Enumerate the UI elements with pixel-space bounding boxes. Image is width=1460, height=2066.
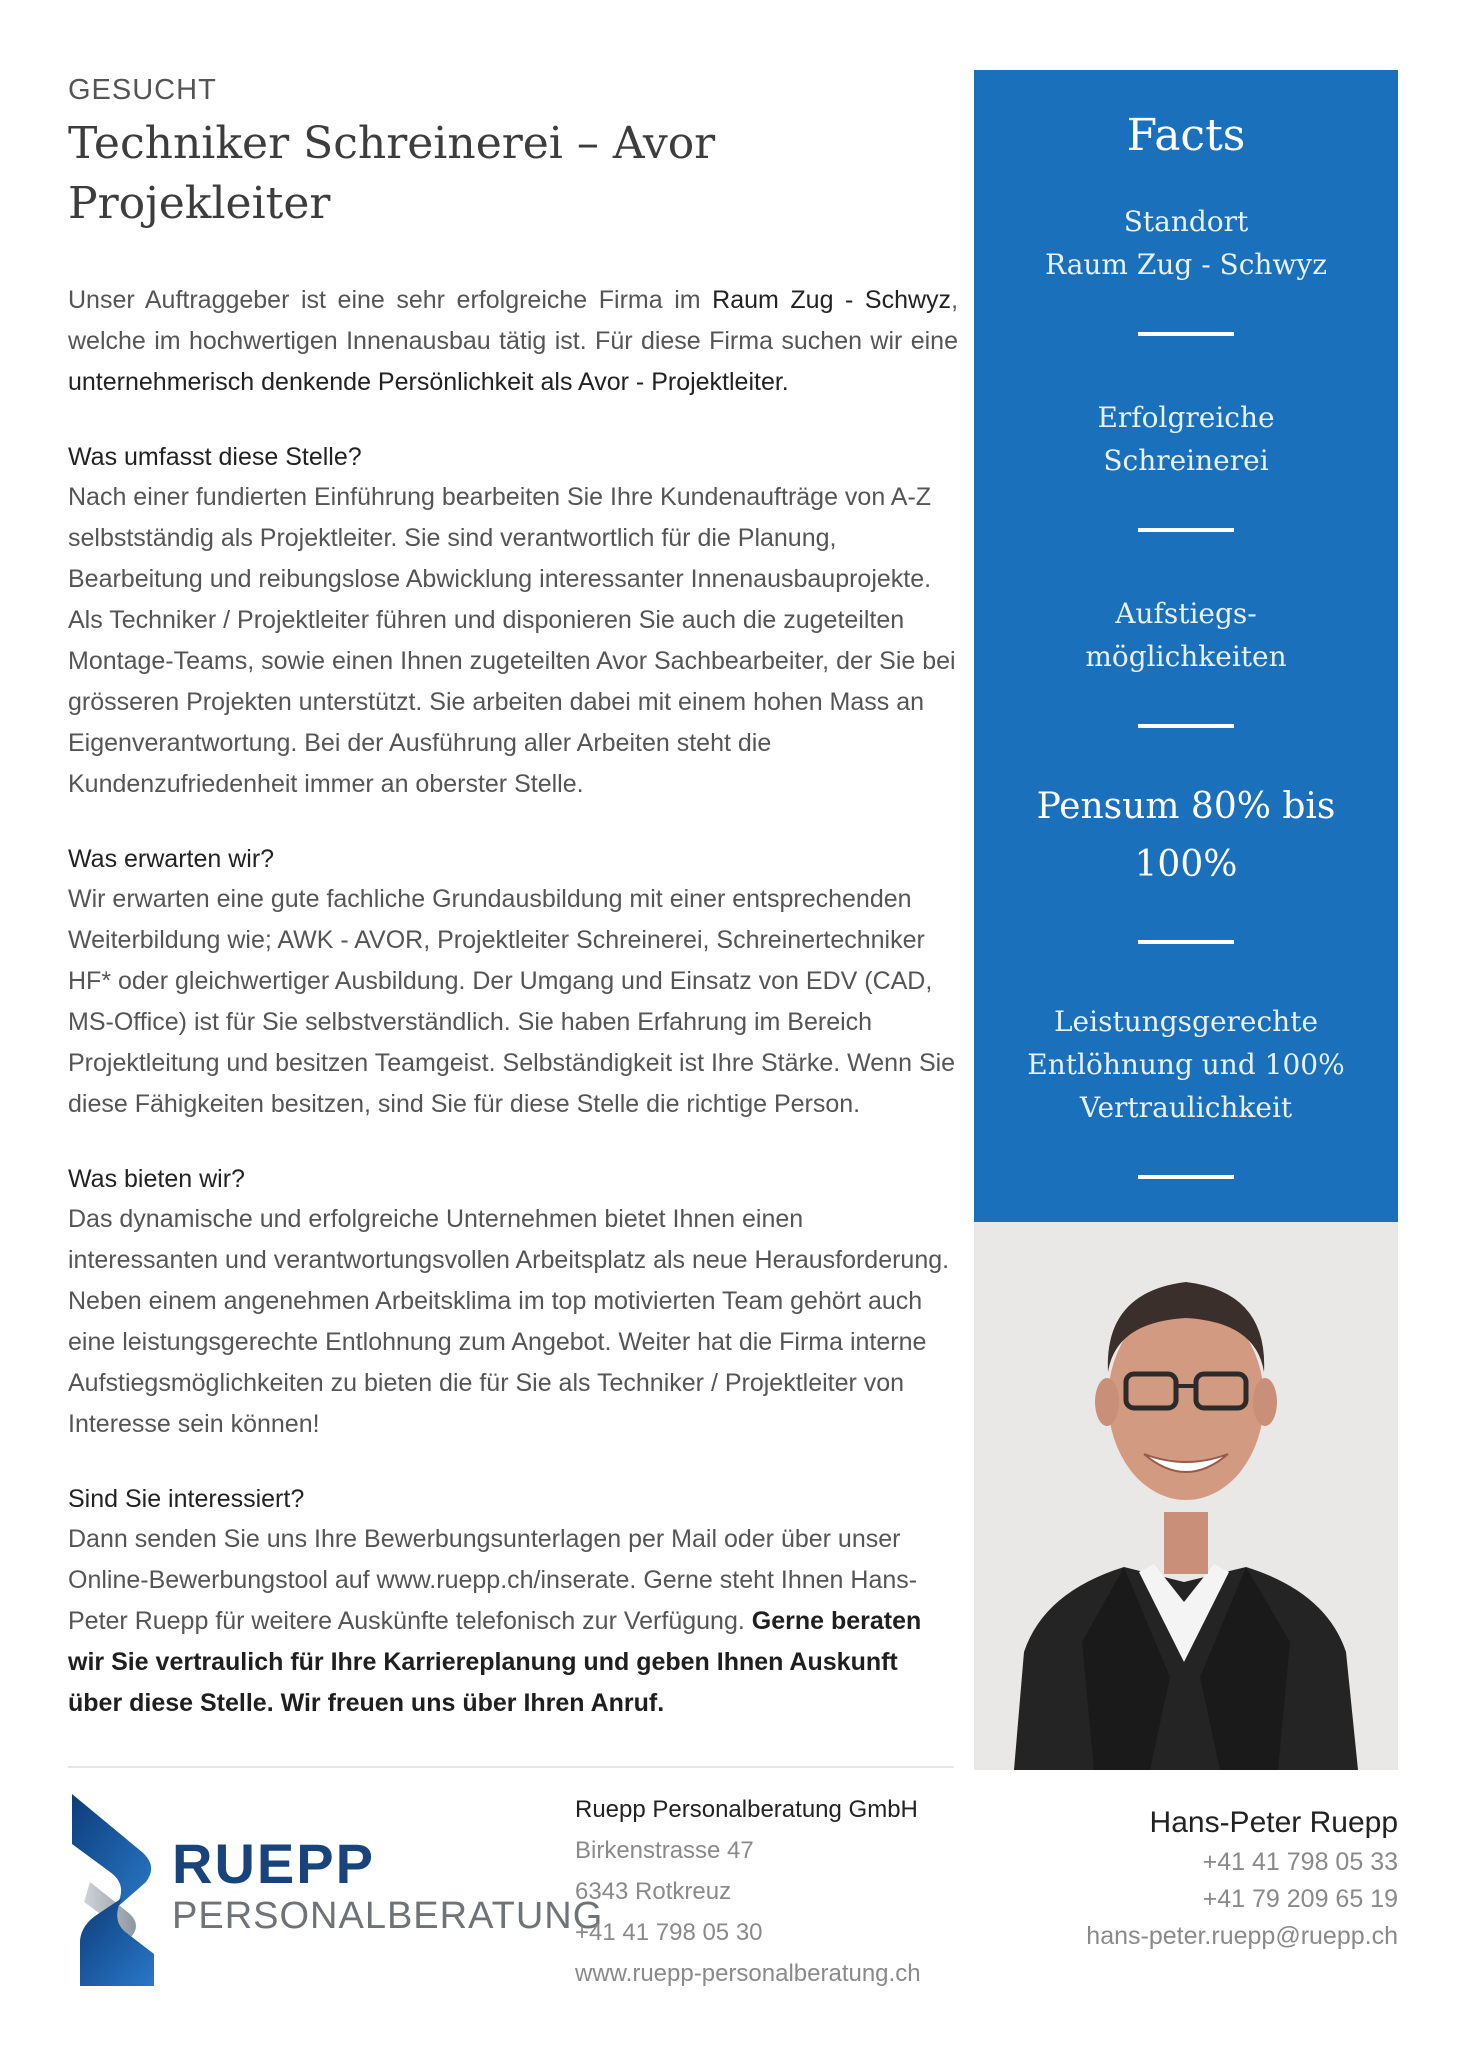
company-website[interactable]: www.ruepp-personalberatung.ch — [575, 1960, 921, 1987]
job-ad-main-column — [68, 72, 958, 1724]
section-text-bold: Gerne beraten wir Sie vertraulich für Ihre Karriereplanung und geben Ihnen Auskunft über diese Stelle. Wir freuen uns über Ihren Anruf. — [68, 1607, 922, 1717]
section-heading: Sind Sie interessiert? — [68, 1485, 305, 1513]
footer-divider — [68, 1766, 954, 1768]
logo-wordmark: RUEPP — [172, 1832, 375, 1895]
fact-location-value: Raum Zug - Schwyz — [1044, 248, 1327, 281]
fact-workload-line: 100% — [1134, 844, 1238, 885]
intro-paragraph — [68, 280, 958, 403]
contact-email[interactable]: hans-peter.ruepp@ruepp.ch — [1086, 1922, 1398, 1950]
facts-heading: Facts — [1126, 110, 1246, 161]
company-name: Ruepp Personalberatung GmbH — [575, 1796, 918, 1823]
fact-item-line: Vertraulichkeit — [1079, 1091, 1293, 1124]
logo-subline: PERSONALBERATUNG — [172, 1895, 604, 1937]
section-text: Nach einer fundierten Einführung bearbeiten Sie Ihre Kundenaufträge von A-Z selbstständig als Projektleiter. Sie sind verantwortlich für die Planung, Bearbeitung und reibungslose Abwicklung interessanter Innenausbauprojekte. Als Techniker / Projektleiter führen und disponieren Sie auch die zugeteilten Montage-Teams, sowie einen Ihnen zugeteilten Avor Sachbearbeiter, der Sie bei grösseren Projekten unterstützt. Sie arbeiten dabei mit einem hohen Mass an Eigenverantwortung. Bei der Ausführung aller Arbeiten steht die Kundenzufriedenheit immer an oberster Stelle. — [68, 483, 956, 798]
fact-item-line: Entlöhnung und 100% — [1027, 1048, 1345, 1081]
section-heading: Was umfasst diese Stelle? — [68, 443, 362, 471]
section-text — [68, 1519, 958, 1724]
contact-phone-office: +41 41 798 05 33 — [1202, 1848, 1398, 1876]
contact-portrait — [974, 1222, 1398, 1770]
portrait-illustration — [974, 1222, 1398, 1770]
company-city: 6343 Rotkreuz — [575, 1878, 732, 1905]
fact-item-line: Leistungsgerechte — [1053, 1005, 1319, 1038]
intro-highlight: unternehmerisch denkende Persönlichkeit als Avor - Projektleiter. — [68, 368, 789, 396]
company-logo — [70, 1790, 604, 1990]
section-heading: Was erwarten wir? — [68, 845, 275, 873]
contact-person-block — [978, 1802, 1398, 1955]
intro-region: Raum Zug - Schwyz — [712, 286, 952, 314]
section-text-regular: Dann senden Sie uns Ihre Bewerbungsunterlagen per Mail oder über unser Online-Bewerbungstool auf www.ruepp.ch/inserate. Gerne steht Ihnen Hans-Peter Ruepp für weitere Auskünfte telefonisch zur Verfügung. — [68, 1525, 918, 1635]
section-text: Wir erwarten eine gute fachliche Grundausbildung mit einer entsprechenden Weiterbildung wie; AWK - AVOR, Projektleiter Schreinerei, Schreinertechniker HF* oder gleichwertiger Ausbildung. Der Umgang und Einsatz von EDV (CAD, MS-Office) ist für Sie selbstverständlich. Sie haben Erfahrung im Bereich Projektleitung und besitzen Teamgeist. Selbständigkeit ist Ihre Stärke. Wenn Sie diese Fähigkeiten besitzen, sind Sie für diese Stelle die richtige Person. — [68, 885, 956, 1118]
section-text: Das dynamische und erfolgreiche Unternehmen bietet Ihnen einen interessanten und verantwortungsvollen Arbeitsplatz als neue Herausforderung. Neben einem angenehmen Arbeitsklima im top motivierten Team gehört auch eine leistungsgerechte Entlohnung zum Angebot. Weiter hat die Firma interne Aufstiegsmöglichkeiten zu bieten die für Sie als Techniker / Projektleiter von Interesse sein können! — [68, 1205, 950, 1438]
fact-separator — [1138, 1175, 1234, 1179]
section-heading: Was bieten wir? — [68, 1165, 245, 1193]
fact-item-line: möglichkeiten — [1085, 640, 1287, 673]
intro-text-1: Unser Auftraggeber ist eine sehr erfolgreiche Firma im — [68, 286, 713, 314]
facts-panel — [974, 70, 1398, 1275]
logo-mark-icon — [70, 1790, 160, 1990]
company-phone: +41 41 798 05 30 — [575, 1919, 763, 1946]
ad-kicker: GESUCHT — [68, 74, 217, 106]
fact-workload-line: Pensum 80% bis — [1036, 786, 1336, 827]
contact-phone-mobile: +41 79 209 65 19 — [1202, 1885, 1398, 1913]
contact-name: Hans-Peter Ruepp — [1149, 1806, 1398, 1839]
company-street: Birkenstrasse 47 — [575, 1837, 754, 1864]
intro-text-2: , welche im hochwertigen Innenausbau tätig ist. Für diese Firma suchen wir eine — [68, 286, 959, 355]
section-interested — [68, 1479, 958, 1724]
fact-item-line: Aufstiegs- — [1115, 597, 1257, 630]
company-address-block — [575, 1790, 955, 1994]
fact-location-label: Standort — [1123, 205, 1249, 238]
section-duties — [68, 437, 958, 805]
page-title: Techniker Schreinerei – Avor Projekleiter — [68, 118, 716, 229]
fact-item-line: Schreinerei — [1103, 444, 1269, 477]
section-offer — [68, 1159, 958, 1445]
section-expectations — [68, 839, 958, 1125]
fact-item-line: Erfolgreiche — [1097, 401, 1275, 434]
